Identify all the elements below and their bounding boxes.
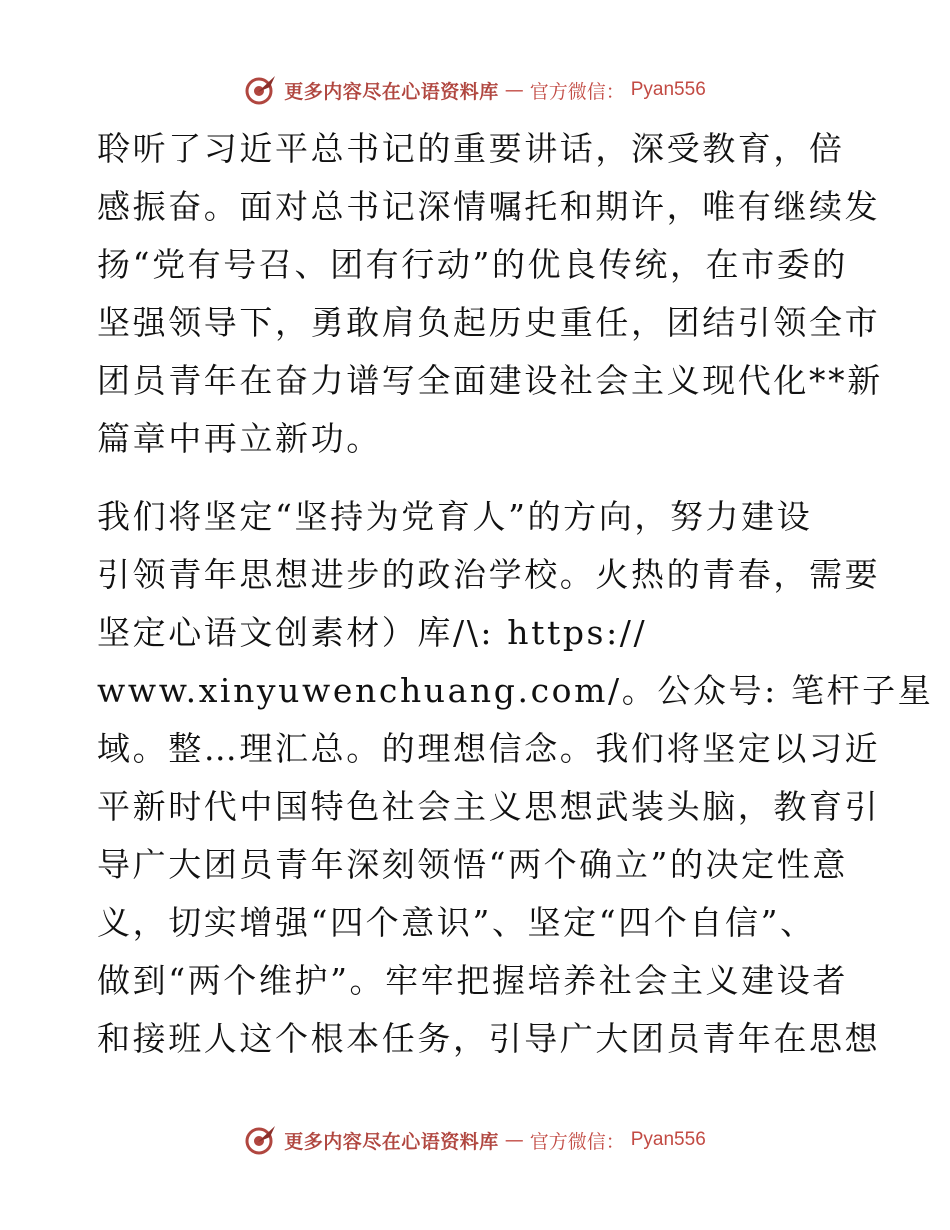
paragraph-gap — [97, 468, 857, 488]
banner-sub-text: 官方微信： — [529, 80, 625, 103]
banner-dash: — — [504, 1129, 524, 1151]
banner-sub-text: 官方微信： — [529, 1130, 625, 1153]
banner-main-text: 更多内容尽在心语资料库 — [284, 80, 499, 103]
paragraph — [97, 120, 883, 468]
text-line: 域。整…理汇总。的理想信念。我们将坚定以习近 — [97, 729, 881, 768]
text-line: 和接班人这个根本任务，引导广大团员青年在思想 — [97, 1019, 881, 1058]
body-text — [97, 120, 934, 1068]
banner-content — [244, 1123, 706, 1157]
text-line: 导广大团员青年深刻领悟“两个确立”的决定性意 — [97, 845, 848, 884]
banner-main-text: 更多内容尽在心语资料库 — [284, 1130, 499, 1153]
text-line: 扬“党有号召、团有行动”的优良传统，在市委的 — [97, 245, 848, 284]
text-line: 坚强领导下，勇敢肩负起历史重任，团结引领全市 — [97, 303, 881, 342]
footer-banner — [0, 1122, 950, 1158]
text-line: 义，切实增强“四个意识”、坚定“四个自信”、 — [97, 903, 816, 942]
text-line: 聆听了习近平总书记的重要讲话，深受教育，倍 — [97, 129, 845, 168]
quill-logo-icon — [244, 73, 278, 107]
text-line: 坚定心语文创素材）库/\: https:// — [97, 613, 648, 652]
text-line: www.xinyuwenchuang.com/。公众号: 笔杆子星 — [97, 671, 934, 710]
text-line: 引领青年思想进步的政治学校。火热的青春，需要 — [97, 555, 881, 594]
text-line: 做到“两个维护”。牢牢把握培养社会主义建设者 — [97, 961, 848, 1000]
text-line: 团员青年在奋力谱写全面建设社会主义现代化**新 — [97, 361, 883, 400]
text-line: 我们将坚定“坚持为党育人”的方向，努力建设 — [97, 497, 813, 536]
header-banner — [0, 72, 950, 108]
banner-wechat-id: Pyan556 — [630, 1129, 706, 1150]
quill-logo-icon — [244, 1123, 278, 1157]
text-line: 平新时代中国特色社会主义思想武装头脑，教育引 — [97, 787, 881, 826]
banner-dash: — — [504, 79, 524, 101]
text-line: 篇章中再立新功。 — [97, 419, 382, 458]
banner-wechat-id: Pyan556 — [630, 79, 706, 100]
text-line: 感振奋。面对总书记深情嘱托和期许，唯有继续发 — [97, 187, 881, 226]
paragraph — [97, 488, 934, 1068]
banner-content — [244, 73, 706, 107]
